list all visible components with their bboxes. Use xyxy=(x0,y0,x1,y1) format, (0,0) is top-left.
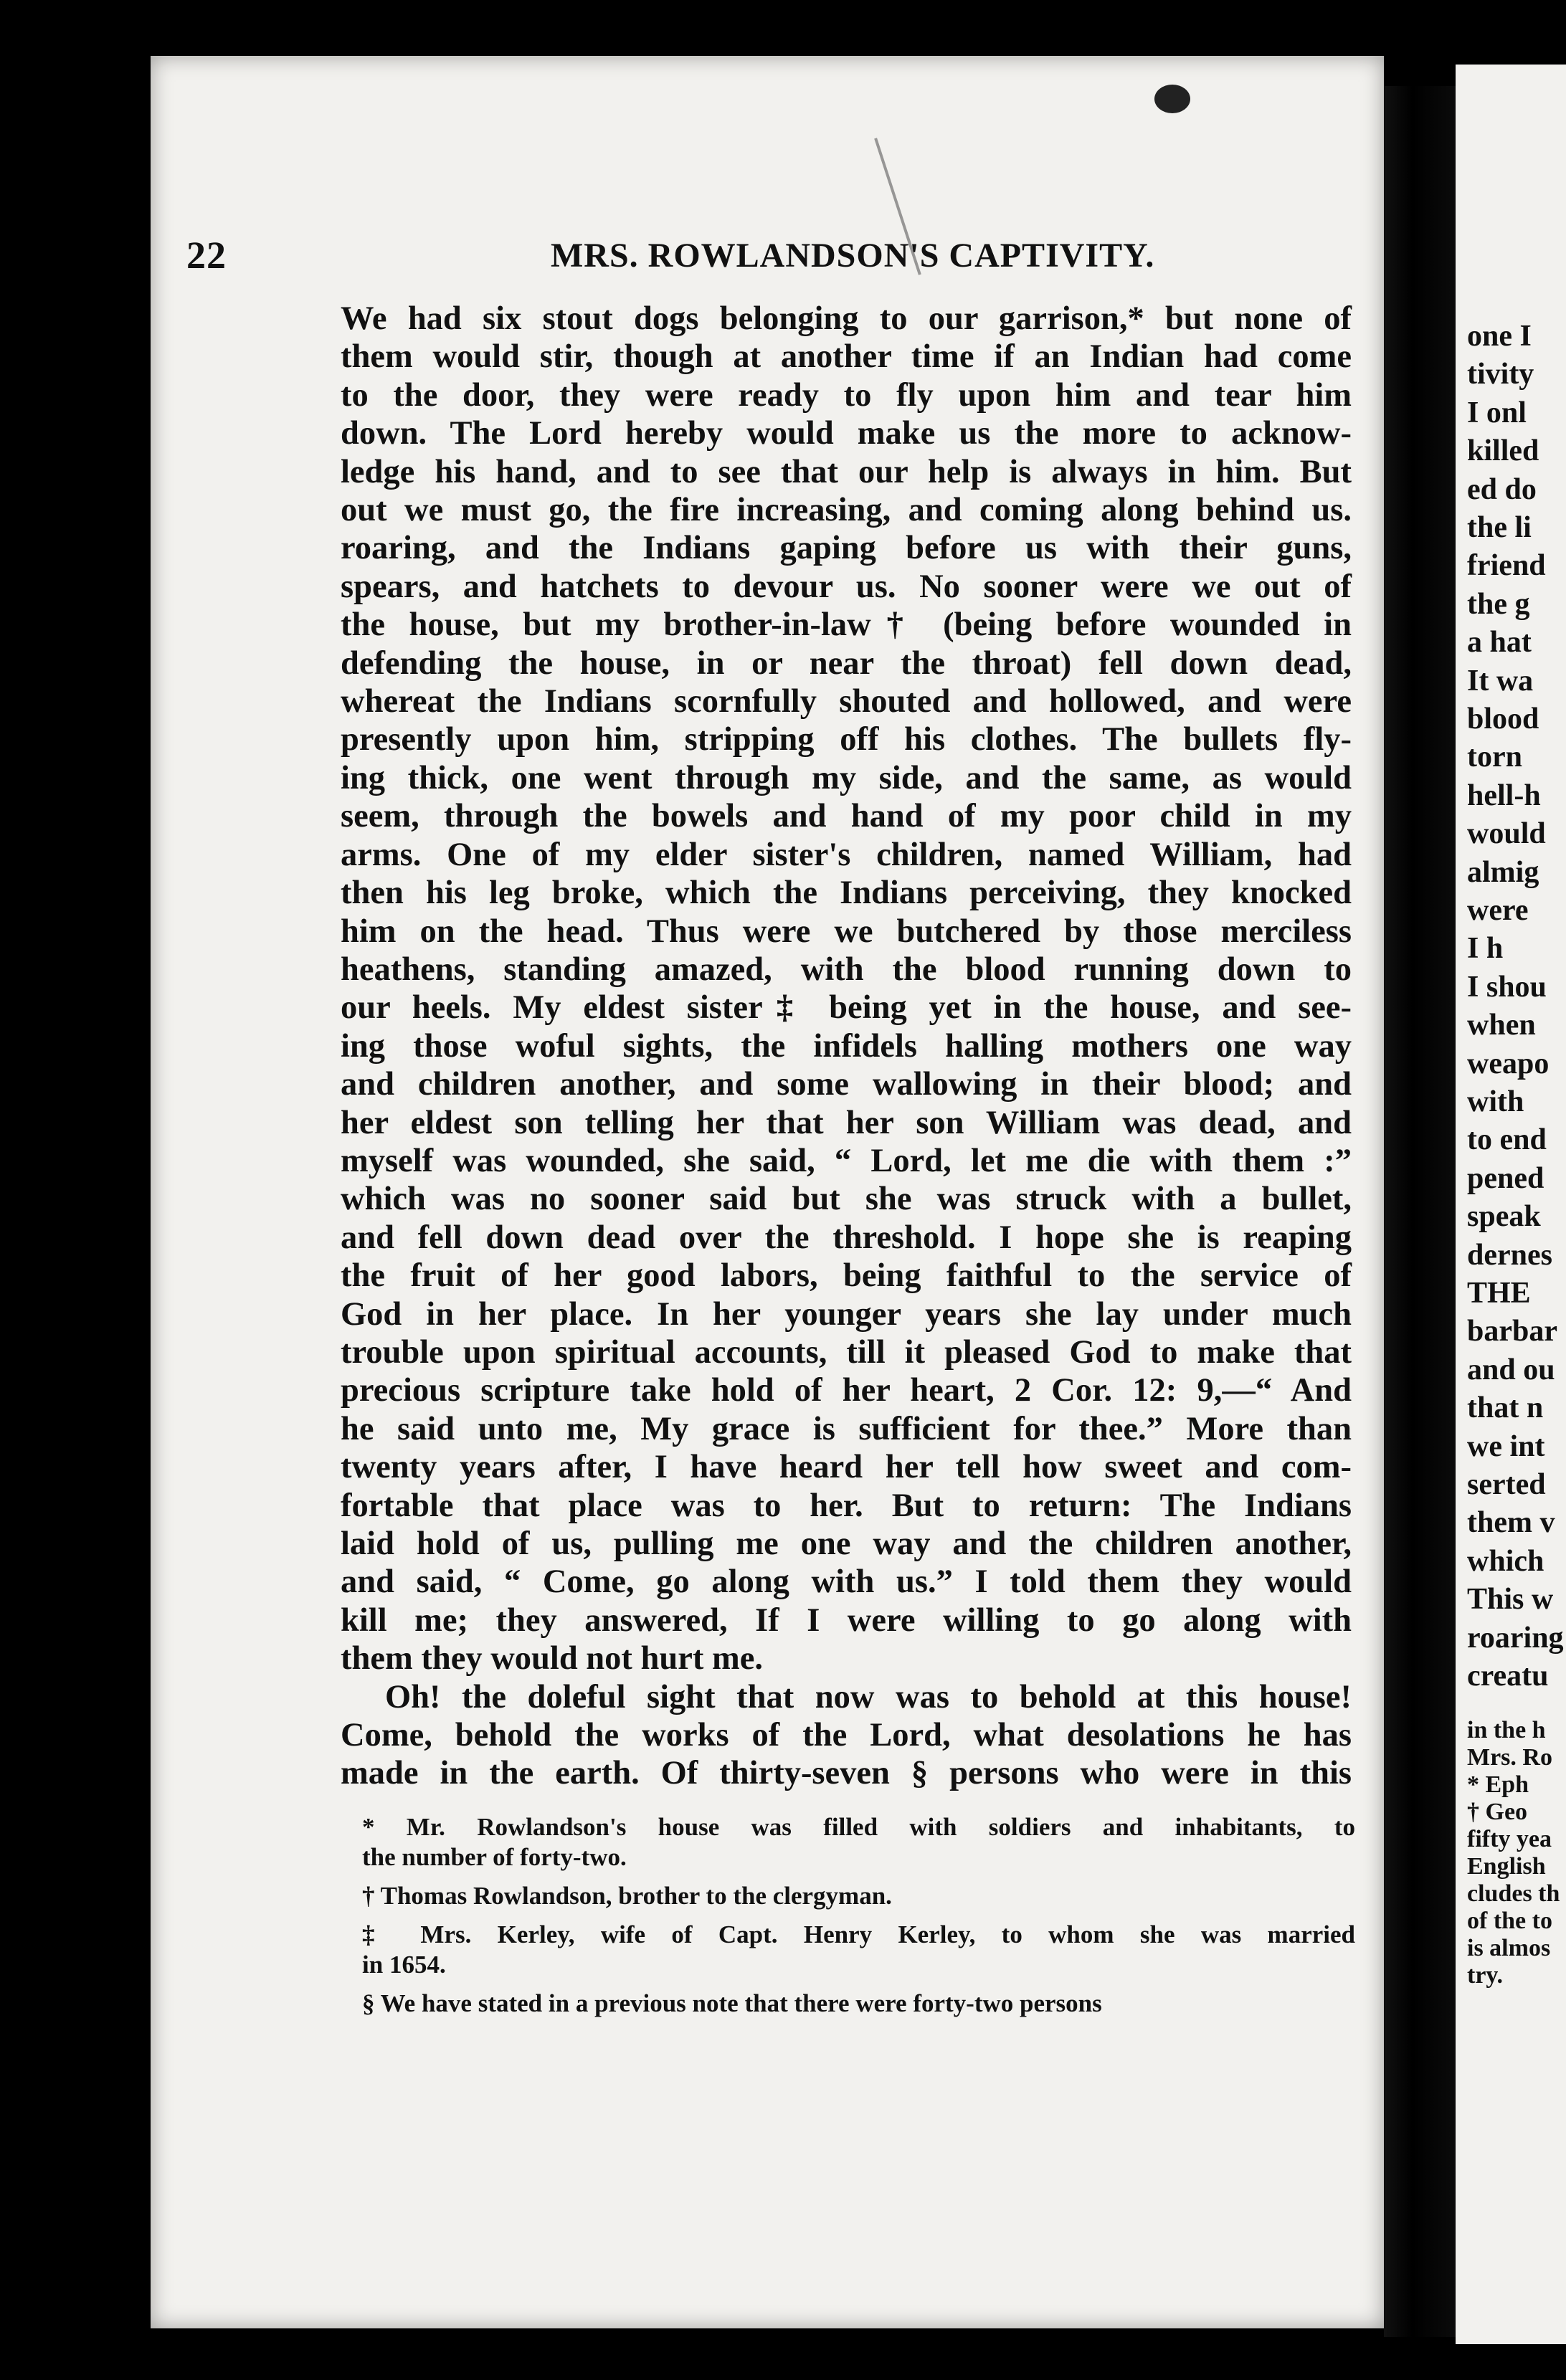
adjacent-page-note-fragment: * Eph xyxy=(1467,1771,1529,1798)
adjacent-page-text-fragment: which xyxy=(1467,1544,1544,1578)
text-line: her eldest son telling her that her son William was dead, and xyxy=(341,1104,1352,1141)
adjacent-page-text-fragment: dernes xyxy=(1467,1238,1552,1272)
adjacent-page-text-fragment: tivity xyxy=(1467,358,1534,391)
adjacent-page-text-fragment: roaring xyxy=(1467,1621,1564,1655)
text-line: and said, “ Come, go along with us.” I told them they would xyxy=(341,1563,1352,1601)
footnote-line: ‡ Mrs. Kerley, wife of Capt. Henry Kerley, to whom she was married xyxy=(362,1920,1355,1948)
adjacent-page-text-fragment: the li xyxy=(1467,511,1532,544)
adjacent-page-note-fragment: Mrs. Ro xyxy=(1467,1744,1552,1771)
running-head xyxy=(186,233,1362,290)
adjacent-page-text-fragment: killed xyxy=(1467,434,1539,468)
adjacent-page-text-fragment: ed do xyxy=(1467,472,1537,506)
text-line: which was no sooner said but she was struck with a bullet, xyxy=(341,1181,1352,1218)
adjacent-page-note-fragment: English xyxy=(1467,1853,1546,1880)
adjacent-page-note-fragment: fifty yea xyxy=(1467,1826,1552,1852)
footnote xyxy=(362,1989,1355,2019)
footnote xyxy=(362,1881,1355,1911)
footnote-line: the number of forty-two. xyxy=(362,1843,627,1871)
adjacent-page-text-fragment: THE xyxy=(1467,1277,1531,1310)
footnotes xyxy=(362,1812,1355,2027)
text-line: made in the earth. Of thirty-seven § persons who were in this xyxy=(341,1755,1352,1792)
adjacent-page-text-fragment: weapo xyxy=(1467,1047,1550,1080)
adjacent-page-text-fragment: serted xyxy=(1467,1468,1546,1501)
adjacent-page-text-fragment: I shou xyxy=(1467,970,1547,1004)
text-line: our heels. My eldest sister‡ being yet in the house, and see- xyxy=(341,989,1352,1027)
text-line: ledge his hand, and to see that our help is always in him. But xyxy=(341,453,1352,490)
footnote xyxy=(362,1812,1355,1872)
text-line: precious scripture take hold of her heart, 2 Cor. 12: 9,—“ And xyxy=(341,1372,1352,1409)
adjacent-page-text-fragment: were xyxy=(1467,894,1529,927)
text-line: kill me; they answered, If I were willing to go along with xyxy=(341,1601,1352,1639)
adjacent-page-note-fragment: of the to xyxy=(1467,1908,1552,1934)
adjacent-page-note-fragment: is almos xyxy=(1467,1935,1551,1961)
adjacent-page-text-fragment: would xyxy=(1467,817,1546,851)
page-number: 22 xyxy=(186,234,227,277)
adjacent-page-text-fragment: them v xyxy=(1467,1506,1555,1540)
adjacent-page-text-fragment: barbar xyxy=(1467,1315,1557,1348)
text-line: defending the house, in or near the throat) fell down dead, xyxy=(341,644,1352,682)
text-line: Come, behold the works of the Lord, what desolations he has xyxy=(341,1717,1352,1754)
adjacent-page-text-fragment: one I xyxy=(1467,320,1532,353)
text-line: ing those woful sights, the infidels halling mothers one way xyxy=(341,1027,1352,1065)
text-line: arms. One of my elder sister's children, named William, had xyxy=(341,836,1352,873)
adjacent-page-text-fragment: torn xyxy=(1467,741,1522,774)
text-line: seem, through the bowels and hand of my poor child in my xyxy=(341,798,1352,835)
text-line: whereat the Indians scornfully shouted and hollowed, and were xyxy=(341,683,1352,720)
adjacent-page-text-fragment: a hat xyxy=(1467,626,1532,660)
text-line: then his leg broke, which the Indians perceiving, they knocked xyxy=(341,875,1352,912)
adjacent-page-text-fragment: almig xyxy=(1467,855,1539,889)
footnote xyxy=(362,1920,1355,1980)
footnote-line: § We have stated in a previous note that there were forty-two persons xyxy=(362,1989,1102,2017)
text-line: out we must go, the fire increasing, and coming along behind us. xyxy=(341,492,1352,529)
adjacent-page-text-fragment: to end xyxy=(1467,1123,1547,1157)
text-line: Oh! the doleful sight that now was to behold at this house! xyxy=(385,1678,1352,1715)
adjacent-page-text-fragment: It wa xyxy=(1467,664,1534,698)
adjacent-page-text-fragment: and ou xyxy=(1467,1353,1555,1386)
text-line: to the door, they were ready to fly upon him and tear him xyxy=(341,376,1352,414)
text-line: down. The Lord hereby would make us the more to acknow- xyxy=(341,415,1352,452)
text-line: them they would not hurt me. xyxy=(341,1640,763,1677)
text-line: he said unto me, My grace is sufficient for thee.” More than xyxy=(341,1410,1352,1447)
adjacent-page-text-fragment: I onl xyxy=(1467,396,1527,429)
text-line: roaring, and the Indians gaping before us with their guns, xyxy=(341,530,1352,567)
adjacent-page-text-fragment: I h xyxy=(1467,932,1504,966)
footnote-line: in 1654. xyxy=(362,1951,446,1979)
adjacent-page-text-fragment: blood xyxy=(1467,703,1539,736)
adjacent-page-note-fragment: try. xyxy=(1467,1962,1504,1989)
text-line: them would stir, though at another time if an Indian had come xyxy=(341,338,1352,376)
text-line: myself was wounded, she said, “ Lord, let me die with them :” xyxy=(341,1142,1352,1179)
text-line: laid hold of us, pulling me one way and the children another, xyxy=(341,1525,1352,1562)
adjacent-page-text-fragment: when xyxy=(1467,1009,1536,1042)
body-text xyxy=(341,300,1352,1793)
adjacent-page-text-fragment: we int xyxy=(1467,1429,1545,1463)
text-line: fortable that place was to her. But to return: The Indians xyxy=(341,1487,1352,1524)
text-line: spears, and hatchets to devour us. No sooner were we out of xyxy=(341,568,1352,605)
running-title: MRS. ROWLANDSON'S CAPTIVITY. xyxy=(551,237,1155,275)
adjacent-page-text-fragment: with xyxy=(1467,1085,1524,1118)
adjacent-page-text-fragment: speak xyxy=(1467,1200,1541,1234)
adjacent-page-text-fragment: friend xyxy=(1467,549,1546,583)
text-line: and fell down dead over the threshold. I hope she is reaping xyxy=(341,1219,1352,1256)
text-line: twenty years after, I have heard her tell how sweet and com- xyxy=(341,1449,1352,1486)
text-line: and children another, and some wallowing in their blood; and xyxy=(341,1066,1352,1103)
text-line: heathens, standing amazed, with the blood running down to xyxy=(341,951,1352,988)
adjacent-page-note-fragment: in the h xyxy=(1467,1717,1546,1743)
text-line: trouble upon spiritual accounts, till it pleased God to make that xyxy=(341,1333,1352,1371)
text-line: God in her place. In her younger years she lay under much xyxy=(341,1295,1352,1333)
text-line: the fruit of her good labors, being faithful to the service of xyxy=(341,1257,1352,1295)
adjacent-page-note-fragment: † Geo xyxy=(1467,1799,1528,1825)
adjacent-page-text-fragment: that n xyxy=(1467,1391,1544,1425)
adjacent-page-text-fragment: creatu xyxy=(1467,1660,1549,1693)
adjacent-page-text-fragment: This w xyxy=(1467,1583,1554,1617)
adjacent-page-text-fragment: hell-h xyxy=(1467,779,1541,812)
adjacent-page-text-fragment: pened xyxy=(1467,1161,1544,1195)
book-gutter xyxy=(1384,86,1456,2337)
text-line: him on the head. Thus were we butchered by those merciless xyxy=(341,913,1352,950)
adjacent-page-note-fragment: cludes th xyxy=(1467,1880,1560,1907)
footnote-line: † Thomas Rowlandson, brother to the clergyman. xyxy=(362,1882,892,1910)
text-line: We had six stout dogs belonging to our garrison,* but none of xyxy=(341,300,1352,337)
ink-blot xyxy=(1154,85,1190,113)
text-line: the house, but my brother-in-law† (being before wounded in xyxy=(341,606,1352,644)
adjacent-page-text-fragment: the g xyxy=(1467,587,1530,621)
text-line: ing thick, one went through my side, and the same, as would xyxy=(341,759,1352,796)
adjacent-page xyxy=(1456,65,1566,2344)
footnote-line: * Mr. Rowlandson's house was filled with soldiers and inhabitants, to xyxy=(362,1813,1355,1841)
text-line: presently upon him, stripping off his clothes. The bullets fly- xyxy=(341,721,1352,758)
